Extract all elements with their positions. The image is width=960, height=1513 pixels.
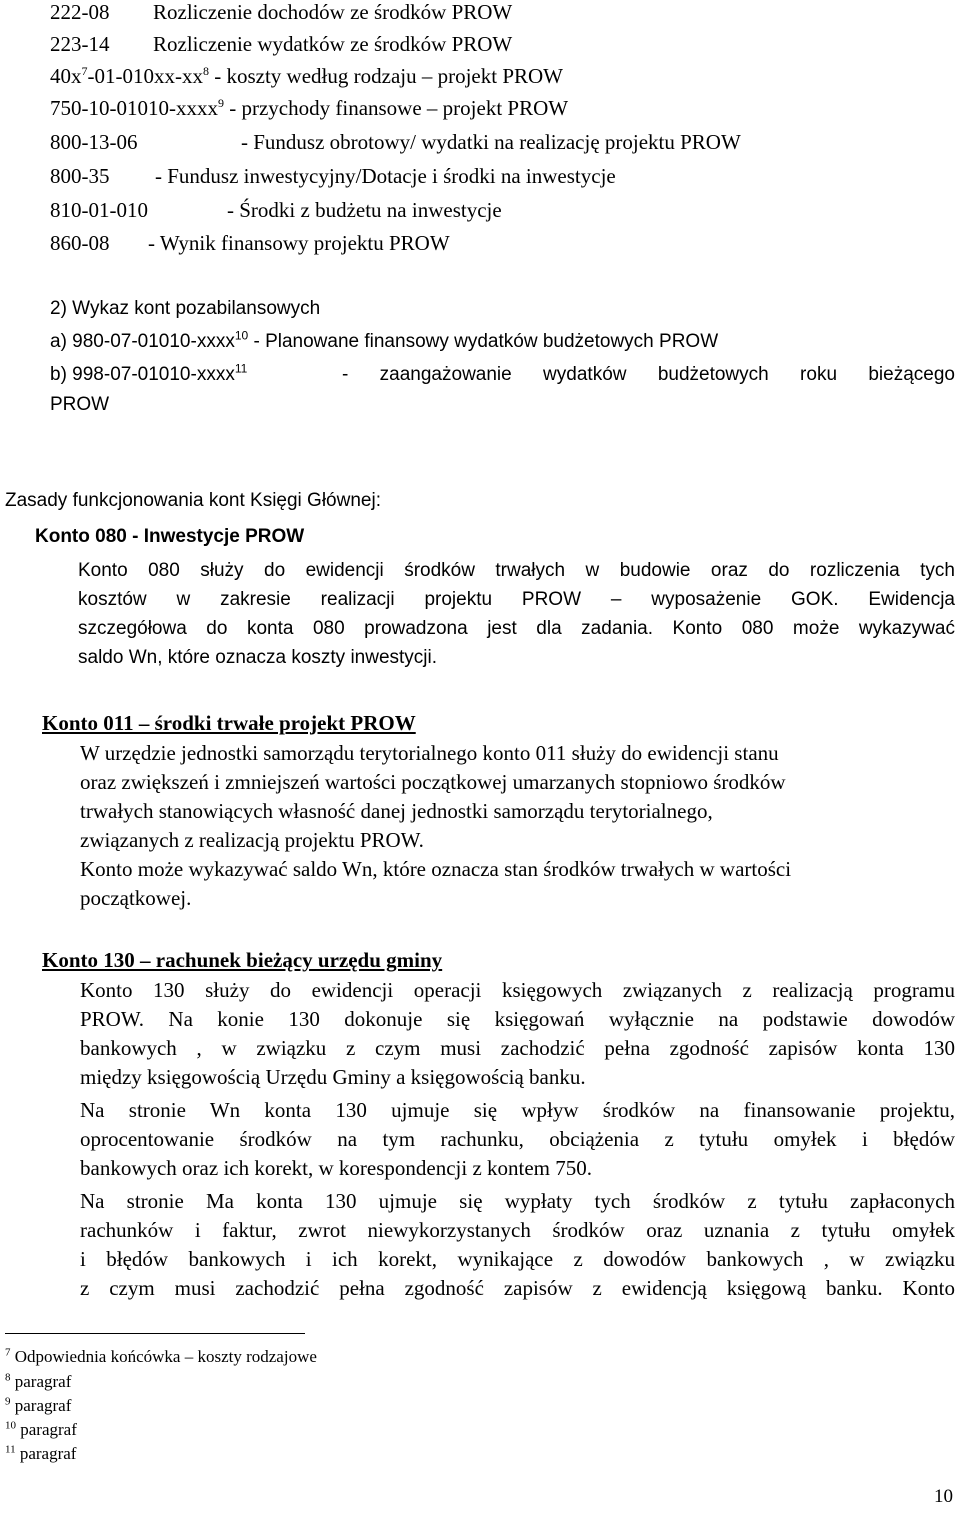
footnote-text: paragraf [10,1396,72,1415]
account-desc: - Wynik finansowy projektu PROW [148,231,450,255]
konto-011-line: W urzędzie jednostki samorządu terytorialnego konto 011 służy do ewidencji stanu [80,741,779,765]
konto-130-line: Na stronie Ma konta 130 ujmuje się wypłaty tych środków z tytułu zapłaconych [80,1189,955,1213]
offbalance-item-b [50,362,247,388]
footnote-ref: 7 [81,64,88,78]
footnote-separator [5,1333,305,1334]
footnote-ref: 11 [234,361,248,376]
konto-011-title [42,710,416,736]
footnote-text: paragraf [16,1420,77,1439]
footnote-number: 11 [5,1443,16,1456]
konto-011-line: trwałych stanowiących własność danej jednostki samorządu terytorialnego, [80,799,713,823]
account-desc: Rozliczenie wydatków ze środków PROW [153,32,513,56]
account-desc: Rozliczenie dochodów ze środków PROW [153,0,513,24]
page-number: 10 [934,1486,953,1507]
konto-130-line: i błędów bankowych i ich korekt, wynikające z dowodów bankowych , w związku [80,1247,955,1271]
footnote [5,1444,76,1464]
offbalance-item-a [50,329,718,355]
konto-130-title-text: Konto 130 – rachunek bieżący urzędu gminy [42,948,443,972]
account-desc: - Fundusz obrotowy/ wydatki na realizację projektu PROW [241,130,741,154]
account-code: a) 980-07-01010-xxxx [50,331,235,352]
account-code: 810-01-010 [50,198,148,222]
account-code: 800-13-06 [50,130,138,154]
footnote-number: 7 [5,1346,11,1359]
konto-011-line: początkowej. [80,886,192,910]
account-desc: - Fundusz inwestycyjny/Dotacje i środki na inwestycje [155,164,616,188]
account-code: 750-10-01010-xxxx [50,96,218,120]
konto-080-line: szczegółowa do konta 080 prowadzona jest dla zadania. Konto 080 może wykazywać [78,618,955,639]
account-code: 223-14 [50,32,110,56]
footnote-number: 9 [5,1395,11,1408]
account-code: 800-35 [50,164,110,188]
footnote [5,1396,71,1416]
konto-130-line: oprocentowanie środków na tym rachunku, obciążenia z tytułu omyłek i błędów [80,1127,955,1151]
konto-130-line: między księgowością Urzędu Gminy a księgowością banku. [80,1065,586,1089]
konto-080-line: saldo Wn, które oznacza koszty inwestycji. [78,647,438,668]
account-desc: - Środki z budżetu na inwestycje [227,198,502,222]
footnote-ref: 10 [234,328,249,343]
account-code: 40x [50,64,82,88]
account-code-suffix: -01-010xx-xx [87,64,203,88]
account-desc: - koszty według rodzaju – projekt PROW [208,64,564,88]
konto-130-line: z czym musi zachodzić pełna zgodność zapisów z ewidencją księgową banku. Konto [80,1276,955,1300]
offbalance-heading: 2) Wykaz kont pozabilansowych [50,298,321,319]
konto-130-line: bankowych oraz ich korekt, w korespondencji z kontem 750. [80,1156,593,1180]
konto-130-line: bankowych , w związku z czym musi zachodzić pełna zgodność zapisów konta 130 [80,1036,955,1060]
rules-heading: Zasady funkcjonowania kont Księgi Głównej: [5,490,381,511]
account-code: 222-08 [50,0,110,24]
konto-080-line: kosztów w zakresie realizacji projektu PROW – wyposażenie GOK. Ewidencja [78,589,955,610]
konto-130-line: Konto 130 służy do ewidencji operacji księgowych związanych z realizacją programu [80,978,955,1002]
konto-011-line: Konto może wykazywać saldo Wn, które oznacza stan środków trwałych w wartości [80,857,792,881]
konto-011-line: oraz zwiększeń i zmniejszeń wartości początkowej umarzanych stopniowo środków [80,770,786,794]
footnote [5,1372,71,1392]
konto-130-title [42,947,442,973]
konto-011-title-text: Konto 011 – środki trwałe projekt PROW [42,711,416,735]
konto-011-line: związanych z realizacją projektu PROW. [80,828,424,852]
footnote-ref: 8 [202,64,209,78]
konto-130-line: rachunków i faktur, zwrot niewykorzystanych środków oraz uznania z tytułu omyłek [80,1218,955,1242]
account-desc: - Planowane finansowy wydatków budżetowych PROW [248,331,719,352]
account-entry [50,63,563,89]
account-code: b) 998-07-01010-xxxx [50,364,235,385]
footnote-text: paragraf [10,1372,72,1391]
account-code: 860-08 [50,231,110,255]
konto-080-title: Konto 080 - Inwestycje PROW [35,526,305,547]
account-entry [50,95,568,121]
account-desc-cont: PROW [50,394,110,415]
account-desc: - przychody finansowe – projekt PROW [223,96,569,120]
footnote-number: 8 [5,1371,11,1384]
konto-130-line: PROW. Na konie 130 dokonuje się księgowań wyłącznie na podstawie dowodów [80,1007,955,1031]
account-desc: - zaangażowanie wydatków budżetowych roku bieżącego [342,364,955,385]
footnote [5,1347,317,1367]
footnote-number: 10 [5,1419,16,1432]
footnote-text: paragraf [15,1444,77,1463]
footnote [5,1420,77,1440]
footnote-ref: 9 [217,96,224,110]
konto-130-line: Na stronie Wn konta 130 ujmuje się wpływ środków na finansowanie projektu, [80,1098,955,1122]
konto-080-line: Konto 080 służy do ewidencji środków trwałych w budowie oraz do rozliczenia tych [78,560,955,581]
footnote-text: Odpowiednia końcówka – koszty rodzajowe [10,1347,317,1366]
